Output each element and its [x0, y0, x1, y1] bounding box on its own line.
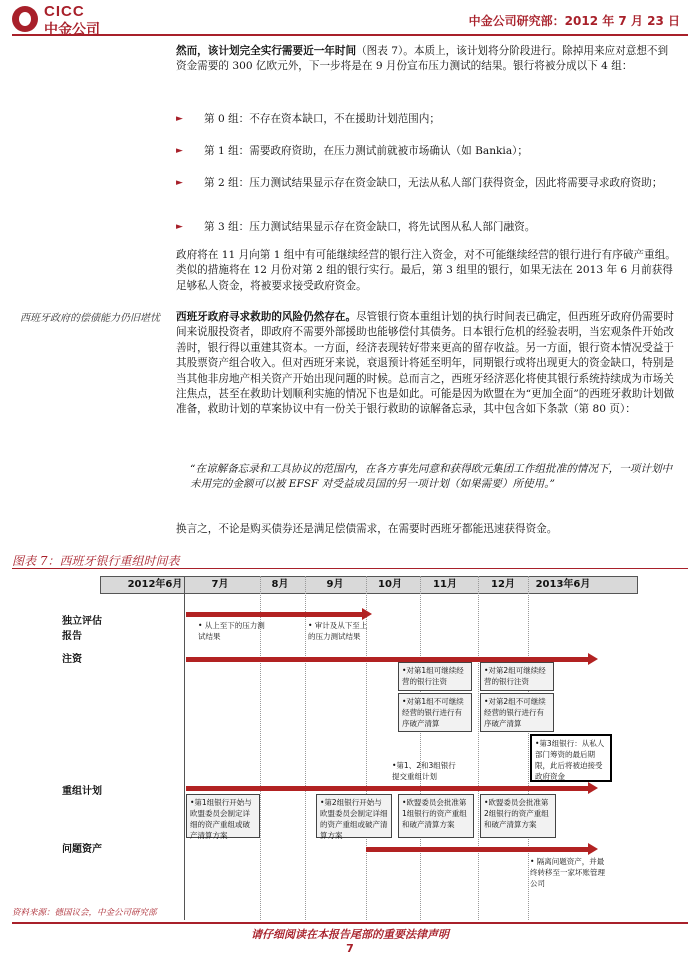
bullet-text: 第 1 组：需要政府资助，在压力测试前就被市场确认（如 Bankia）；	[204, 145, 529, 157]
month-label: 11月	[433, 579, 457, 590]
box-restructure-july: •第1组银行开始与欧盟委员会制定详细的资产重组或破产清算方案	[186, 794, 260, 838]
row-label-evaluation: 独立评估报告	[62, 616, 102, 642]
box-group3-deadline: •第3组银行：从私人部门筹资的最后期限，此后将被迫接受政府资金	[530, 734, 612, 782]
bullet-arrow-icon: ►	[176, 178, 183, 188]
month-divider	[478, 576, 479, 920]
paragraph-1-body: （图表 7）。本质上，该计划将分阶段进行。除掉用来应对意想不到资金需要的 300 亿欧元外，下一步将是在 9 月份宣布压力测试的结果。银行将被分成以下 4 组：	[176, 45, 669, 73]
note-sept: • 审计及从下至上的压力测试结果	[308, 621, 368, 641]
problem-assets-arrow	[366, 847, 588, 852]
row-label-injection: 注资	[62, 654, 82, 665]
row-label-problem-assets: 问题资产	[62, 844, 102, 855]
paragraph-4: 换言之，不论是购买债券还是满足偿债需求，在需要时西班牙都能迅速获得资金。	[176, 523, 558, 535]
paragraph-3-body: 尽管银行资本重组计划的执行时间表已确定，但西班牙政府仍需要时间来说服投资者，即政府不需要外部援助也能够偿付其债务。日本银行危机的经验表明，当宏观条件开始改善时，银行得以重建其资本。一方面，经济表现转好带来更高的留存收益。另一方面，银行资本情况受益于其股票资产组合收入。但对西班牙来说，衰退预计将延至明年，同期银行或将出现更大的资金缺口，特别是当其他非房地产相关资产开始出现问题的时候。总而言之，西班牙经济恶化将使其银行系统持续成为市场关注焦点，甚至在救助计划顺利实施的情况下也是如此。可能是因为欧盟在为“更加全面”的西班牙救助计划做准备，救助计划的草案协议中有一份关于银行救助的谅解备忘录，其中包含如下条款（第 80 页）：	[176, 311, 675, 416]
box-dec-injection: •对第2组可继续经营的银行注资	[480, 662, 554, 691]
footer-disclaimer: 请仔细阅读在本报告尾部的重要法律声明	[251, 928, 449, 941]
figure-rule	[12, 568, 688, 569]
bullet-text: 第 2 组：压力测试结果显示存在资金缺口，无法从私人部门获得资金，因此将需要寻求政府资助；	[204, 177, 663, 189]
quote: “在谅解备忘录和工具协议的范围内，在各方事先同意和获得欧元集团工作组批准的情况下，一项计划中未用完的金额可以被 EFSF 对受益成员国的另一项计划（如果需要）所使用。”	[190, 463, 673, 491]
bullet-arrow-icon: ►	[176, 222, 183, 232]
row-label-restructuring: 重组计划	[62, 786, 102, 797]
box-dec-liquidation: •对第2组不可继续经营的银行进行有序破产清算	[480, 693, 554, 732]
box-restructure-dec: •欧盟委员会批准第2组银行的资产重组和破产清算方案	[480, 794, 556, 838]
month-label: 2013年6月	[535, 579, 591, 590]
paragraph-3-lead: 西班牙政府寻求救助的风险仍然存在。	[176, 311, 357, 323]
logo-english: CICC	[44, 3, 85, 20]
month-label: 8月	[271, 579, 289, 590]
box-restructure-sept: •第2组银行开始与欧盟委员会制定详细的资产重组或破产清算方案	[316, 794, 392, 838]
box-restructure-nov: •欧盟委员会批准第1组银行的资产重组和破产清算方案	[398, 794, 474, 838]
bullet-text: 第 3 组：压力测试结果显示存在资金缺口，将先试图从私人部门融资。	[204, 221, 536, 233]
month-divider	[184, 576, 185, 920]
header-rule	[12, 34, 688, 36]
restructuring-arrow	[186, 786, 588, 791]
evaluation-arrow	[186, 612, 362, 617]
page-number: 7	[346, 942, 354, 955]
bullet-arrow-icon: ►	[176, 114, 183, 124]
figure-title: 图表 7：西班牙银行重组时间表	[12, 554, 180, 568]
month-label: 12月	[491, 579, 515, 590]
month-divider	[420, 576, 421, 920]
note-problem-assets: • 隔离问题资产，并最终转移至一家坏账管理公司	[530, 857, 605, 888]
bullet-arrow-icon: ►	[176, 146, 183, 156]
paragraph-1-lead: 然而，该计划完全实行需要近一年时间	[176, 45, 357, 57]
month-divider	[528, 576, 529, 920]
box-nov-liquidation: •对第1组不可继续经营的银行进行有序破产清算	[398, 693, 472, 732]
month-divider	[305, 576, 306, 920]
footer-rule	[12, 922, 688, 924]
paragraph-3	[176, 310, 676, 418]
note-july: • 从上至下的压力测试结果	[198, 621, 265, 641]
bullet-text: 第 0 组：不存在资本缺口，不在援助计划范围内；	[204, 113, 440, 125]
month-label: 9月	[326, 579, 344, 590]
month-label: 2012年6月	[127, 579, 183, 590]
header-date: 中金公司研究部：2012 年 7 月 23 日	[468, 14, 680, 28]
side-note: 西班牙政府的偿债能力仍旧堪忧	[20, 313, 160, 324]
note-oct-plan: •第1、2和3组银行提交重组计划	[392, 761, 456, 781]
paragraph-1	[176, 44, 676, 75]
box-nov-injection: •对第1组可继续经营的银行注资	[398, 662, 472, 691]
logo-chinese: 中金公司	[44, 22, 100, 38]
figure-source: 资料来源：德国议会，中金公司研究部	[12, 908, 157, 918]
paragraph-2: 政府将在 11 月向第 1 组中有可能继续经营的银行注入资金，对不可能继续经营的银行进行有序破产重组。类似的措施将在 12 月份对第 2 组的银行实行。最后，第 3 组里的银行，如果无法在 2013 年 6 月前获得足够私人资金，将被要求接受政府资金。	[176, 249, 676, 292]
month-label: 7月	[211, 579, 229, 590]
cicc-logo-icon	[12, 6, 38, 32]
month-label: 10月	[378, 579, 402, 590]
